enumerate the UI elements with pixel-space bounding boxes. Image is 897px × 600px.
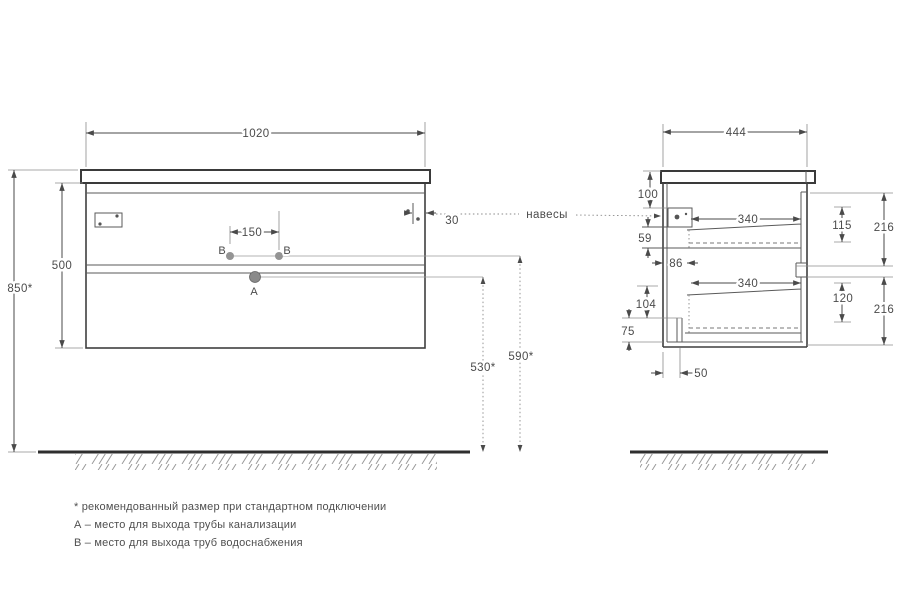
dim-drawer1-height: 115: [832, 220, 852, 232]
dim-side-104: 104: [635, 299, 657, 311]
dim-drawer2-depth: 340: [737, 278, 759, 290]
footnote-water-outlet: В – место для выхода труб водоснабжения: [74, 537, 303, 549]
label-a: A: [250, 286, 258, 298]
dim-supply-height: 590*: [508, 351, 534, 363]
side-view: [630, 171, 828, 470]
dim-drain-height: 530*: [470, 362, 496, 374]
hanger-callout-line-right: [576, 215, 661, 216]
floor-hatch-right: [640, 454, 815, 470]
dim-section2-height: 216: [873, 304, 895, 316]
dim-side-100: 100: [637, 189, 659, 201]
side-panel-lines: [642, 171, 807, 342]
dim-side-75: 75: [621, 326, 635, 338]
dim-front-height: 500: [51, 260, 73, 272]
dim-side-50: 50: [694, 368, 708, 380]
floor-hatch-left: [75, 454, 437, 470]
dim-section1-height: 216: [873, 222, 895, 234]
side-countertop: [661, 171, 815, 183]
dim-mount-height: 850*: [7, 283, 33, 295]
water-outlet-left-dot: [226, 252, 234, 260]
dim-side-86: 86: [669, 258, 683, 270]
dim-front-width: 1020: [242, 128, 270, 140]
side-hanger-bracket: [668, 208, 692, 227]
footnote-drain-outlet: А – место для выхода трубы канализации: [74, 519, 297, 531]
dim-side-59: 59: [638, 233, 652, 245]
footnote-recommended-size: * рекомендованный размер при стандартном подключении: [74, 501, 387, 513]
dim-hanger-offset: 30: [445, 215, 459, 227]
footnotes: [74, 501, 386, 549]
hanger-callout-label: навесы: [526, 209, 568, 221]
water-outlet-right-dot: [275, 252, 283, 260]
label-b-left: B: [218, 245, 226, 257]
dim-drawer2-height: 120: [832, 293, 854, 305]
front-countertop: [81, 170, 430, 183]
drain-outlet-dot: [250, 272, 261, 283]
dim-outlet-spacing: 150: [241, 227, 263, 239]
dim-side-depth: 444: [725, 127, 747, 139]
dim-drawer1-depth: 340: [737, 214, 759, 226]
label-b-right: B: [283, 245, 291, 257]
